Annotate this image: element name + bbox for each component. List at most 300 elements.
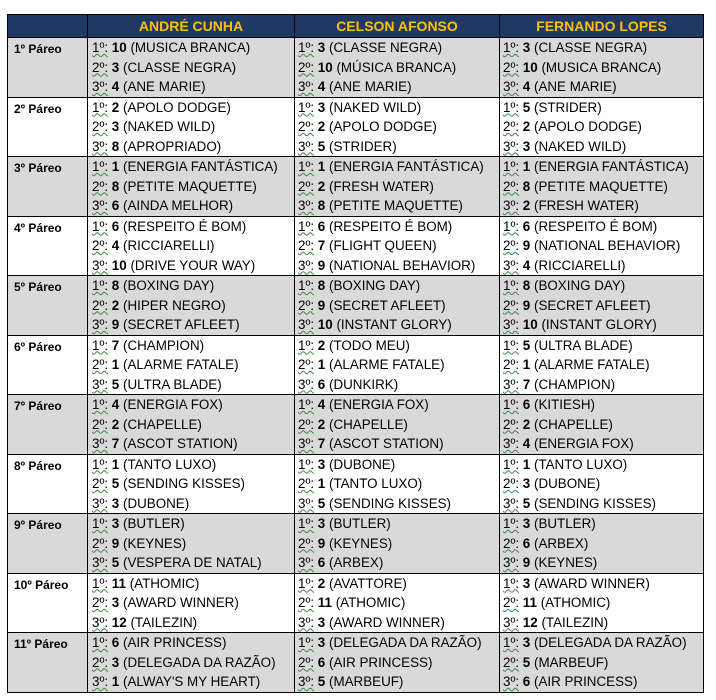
pick-position: 2º: — [92, 654, 109, 670]
horse-number: 9 — [111, 535, 120, 551]
horse-number: 8 — [317, 198, 326, 213]
horse-number: 9 — [317, 297, 326, 313]
pick-position: 1º: — [298, 635, 315, 650]
pick-line — [295, 514, 499, 534]
horse-name: (TANTO LUXO) — [122, 456, 217, 472]
pick-line — [88, 38, 294, 58]
horse-name: (STRIDER) — [533, 99, 602, 115]
horse-number: 3 — [111, 654, 120, 670]
horse-name: (CLASSE NEGRA) — [533, 40, 648, 55]
pick-line — [500, 256, 703, 276]
horse-name: (INSTANT GLORY) — [541, 317, 657, 332]
pick-position: 1º: — [503, 278, 520, 293]
pick-line — [88, 355, 294, 375]
pick-position: 2º: — [503, 238, 520, 253]
pick-line — [295, 455, 499, 475]
horse-number: 3 — [111, 119, 120, 134]
picks-cell-fernando-lopes — [500, 97, 704, 157]
pick-position: 1º: — [298, 456, 315, 472]
pick-position: 1º: — [92, 40, 109, 55]
pick-position: 3º: — [503, 674, 520, 689]
horse-number: 3 — [522, 138, 531, 154]
pick-line — [500, 58, 703, 78]
pick-line — [500, 494, 703, 514]
horse-number: 1 — [317, 159, 326, 174]
horse-name: (ULTRA BLADE) — [533, 337, 633, 353]
horse-number: 1 — [522, 357, 531, 372]
horse-number: 1 — [111, 357, 120, 372]
horse-number: 8 — [111, 138, 120, 154]
horse-number: 1 — [111, 674, 120, 689]
horse-number: 10 — [111, 40, 127, 55]
pick-line — [295, 672, 499, 692]
pick-position: 3º: — [92, 436, 109, 451]
pick-line — [295, 236, 499, 256]
horse-number: 4 — [522, 436, 531, 451]
pick-position: 3º: — [92, 495, 109, 511]
pick-position: 2º: — [92, 595, 109, 610]
horse-name: (BUTLER) — [328, 516, 391, 531]
horse-name: (ULTRA BLADE) — [122, 376, 222, 392]
pick-line — [500, 217, 703, 237]
pick-position: 2º: — [503, 654, 520, 670]
horse-number: 10 — [111, 257, 127, 273]
horse-name: (ASCOT STATION) — [122, 436, 238, 451]
horse-number: 1 — [111, 159, 120, 174]
table-row — [8, 276, 704, 336]
horse-number: 6 — [522, 674, 531, 689]
horse-name: (APOLO DODGE) — [533, 119, 642, 134]
pick-position: 3º: — [298, 614, 315, 630]
pick-position: 1º: — [92, 159, 109, 174]
pick-position: 2º: — [503, 595, 520, 610]
pick-position: 3º: — [92, 376, 109, 392]
table-row — [8, 216, 704, 276]
pick-line — [295, 415, 499, 435]
horse-number: 3 — [522, 516, 531, 531]
horse-name: (AWARD WINNER) — [122, 595, 239, 610]
pick-position: 2º: — [92, 297, 109, 313]
horse-name: (ALARME FATALE) — [122, 357, 239, 372]
horse-name: (BOXING DAY) — [328, 278, 421, 293]
race-label: 7º Páreo — [8, 395, 88, 455]
horse-number: 1 — [317, 476, 326, 491]
pick-line — [88, 395, 294, 415]
horse-number: 7 — [317, 238, 326, 253]
horse-number: 3 — [111, 59, 120, 75]
horse-name: (TANTO LUXO) — [533, 456, 628, 472]
pick-position: 3º: — [92, 674, 109, 689]
horse-name: (NAKED WILD) — [122, 119, 216, 134]
pick-line — [88, 236, 294, 256]
pick-line — [500, 38, 703, 58]
horse-name: (AWARD WINNER) — [328, 614, 445, 630]
header-celson-afonso: CELSON AFONSO — [295, 15, 500, 38]
pick-position: 1º: — [298, 278, 315, 293]
picks-cell-fernando-lopes — [500, 276, 704, 336]
horse-name: (ENERGIA FOX) — [533, 436, 634, 451]
horse-name: (PETITE MAQUETTE) — [122, 178, 257, 194]
pick-position: 1º: — [503, 397, 520, 412]
picks-cell-andre-cunha — [88, 454, 295, 514]
horse-number: 4 — [111, 79, 120, 94]
pick-line — [295, 375, 499, 395]
race-label: 3º Páreo — [8, 157, 88, 217]
horse-number: 5 — [111, 555, 120, 570]
pick-position: 1º: — [503, 516, 520, 531]
horse-number: 11 — [522, 595, 537, 610]
horse-name: (FRESH WATER) — [533, 198, 639, 213]
horse-name: (ANE MARIE) — [533, 79, 617, 94]
horse-name: (STRIDER) — [328, 138, 397, 154]
pick-position: 1º: — [298, 337, 315, 353]
table-row — [8, 633, 704, 693]
pick-line — [88, 633, 294, 653]
pick-position: 1º: — [298, 397, 315, 412]
horse-number: 2 — [317, 119, 326, 134]
pick-line — [88, 574, 294, 594]
pick-position: 2º: — [503, 59, 520, 75]
pick-line — [295, 395, 499, 415]
pick-position: 3º: — [298, 198, 315, 213]
pick-position: 1º: — [503, 40, 520, 55]
table-body — [8, 38, 704, 693]
horse-number: 3 — [317, 456, 326, 472]
header-row — [8, 15, 704, 38]
pick-line — [295, 336, 499, 356]
pick-line — [88, 217, 294, 237]
pick-line — [295, 633, 499, 653]
pick-position: 2º: — [298, 416, 315, 432]
horse-name: (TAILEZIN) — [130, 614, 198, 630]
pick-position: 3º: — [298, 555, 315, 570]
pick-line — [88, 593, 294, 613]
pick-line — [295, 256, 499, 276]
picks-cell-andre-cunha — [88, 276, 295, 336]
horse-name: (ALARME FATALE) — [533, 357, 650, 372]
pick-position: 3º: — [503, 138, 520, 154]
pick-line — [295, 613, 499, 633]
horse-number: 3 — [111, 516, 120, 531]
header-corner-cell — [8, 15, 88, 38]
horse-name: (CLASSE NEGRA) — [328, 40, 443, 55]
pick-line — [295, 534, 499, 554]
pick-line — [88, 196, 294, 216]
horse-name: (ASCOT STATION) — [328, 436, 444, 451]
horse-number: 3 — [522, 575, 531, 591]
pick-line — [88, 336, 294, 356]
horse-name: (FRESH WATER) — [328, 178, 434, 194]
pick-line — [500, 653, 703, 673]
horse-name: (DRIVE YOUR WAY) — [130, 257, 256, 273]
horse-number: 12 — [111, 614, 127, 630]
pick-line — [295, 276, 499, 296]
pick-position: 3º: — [503, 198, 520, 213]
pick-position: 3º: — [298, 257, 315, 273]
horse-name: (AIR PRINCESS) — [533, 674, 638, 689]
pick-position: 1º: — [92, 456, 109, 472]
horse-name: (RESPEITO É BOM) — [328, 218, 453, 234]
horse-number: 3 — [317, 516, 326, 531]
pick-line — [295, 117, 499, 137]
pick-position: 2º: — [92, 59, 109, 75]
horse-number: 11 — [111, 575, 126, 591]
pick-position: 3º: — [92, 79, 109, 94]
horse-name: (DELEGADA DA RAZÃO) — [328, 635, 482, 650]
pick-position: 1º: — [92, 99, 109, 115]
pick-position: 1º: — [298, 218, 315, 234]
pick-line — [295, 196, 499, 216]
pick-line — [500, 514, 703, 534]
horse-number: 2 — [111, 297, 120, 313]
pick-position: 3º: — [92, 138, 109, 154]
table-row — [8, 514, 704, 574]
horse-number: 6 — [522, 535, 531, 551]
horse-name: (ENERGIA FANTÁSTICA) — [328, 159, 484, 174]
pick-position: 3º: — [503, 79, 520, 94]
picks-cell-celson-afonso — [295, 633, 500, 693]
race-label: 5º Páreo — [8, 276, 88, 336]
horse-number: 6 — [111, 198, 120, 213]
horse-number: 6 — [522, 397, 531, 412]
horse-name: (AIR PRINCESS) — [122, 635, 227, 650]
pick-line — [500, 375, 703, 395]
pick-position: 2º: — [503, 416, 520, 432]
pick-position: 2º: — [92, 178, 109, 194]
pick-line — [295, 553, 499, 573]
horse-name: (CHAPELLE) — [533, 416, 613, 432]
pick-line — [88, 117, 294, 137]
horse-name: (NAKED WILD) — [533, 138, 627, 154]
pick-line — [88, 672, 294, 692]
horse-number: 7 — [111, 436, 120, 451]
horse-name: (AVATTORE) — [328, 575, 407, 591]
race-label: 1º Páreo — [8, 38, 88, 98]
horse-name: (ENERGIA FANTÁSTICA) — [533, 159, 689, 174]
horse-name: (AINDA MELHOR) — [122, 198, 234, 213]
horse-name: (KEYNES) — [533, 555, 598, 570]
pick-line — [500, 355, 703, 375]
pick-position: 1º: — [92, 337, 109, 353]
pick-position: 1º: — [503, 99, 520, 115]
picks-cell-celson-afonso — [295, 38, 500, 98]
horse-name: (ARBEX) — [328, 555, 384, 570]
pick-position: 1º: — [298, 575, 315, 591]
horse-number: 3 — [317, 635, 326, 650]
pick-line — [295, 98, 499, 118]
pick-line — [88, 276, 294, 296]
horse-name: (NATIONAL BEHAVIOR) — [533, 238, 681, 253]
horse-name: (ATHOMIC) — [129, 575, 200, 591]
pick-line — [500, 276, 703, 296]
horse-number: 4 — [317, 397, 326, 412]
race-label: 8º Páreo — [8, 454, 88, 514]
pick-position: 1º: — [92, 635, 109, 650]
picks-cell-andre-cunha — [88, 514, 295, 574]
horse-number: 2 — [522, 119, 531, 134]
horse-name: (MUSICA BRANCA) — [130, 40, 251, 55]
pick-position: 3º: — [298, 436, 315, 451]
picks-cell-celson-afonso — [295, 97, 500, 157]
horse-name: (MUSICA BRANCA) — [541, 59, 662, 75]
pick-position: 3º: — [503, 257, 520, 273]
pick-position: 2º: — [92, 357, 109, 372]
picks-cell-andre-cunha — [88, 573, 295, 633]
horse-number: 5 — [522, 495, 531, 511]
horse-name: (DELEGADA DA RAZÃO) — [533, 635, 687, 650]
race-label: 10º Páreo — [8, 573, 88, 633]
horse-name: (PETITE MAQUETTE) — [533, 178, 668, 194]
pick-line — [88, 653, 294, 673]
race-label: 11º Páreo — [8, 633, 88, 693]
picks-cell-fernando-lopes — [500, 157, 704, 217]
pick-line — [295, 434, 499, 454]
pick-position: 3º: — [503, 376, 520, 392]
pick-line — [295, 58, 499, 78]
horse-name: (VESPERA DE NATAL) — [122, 555, 262, 570]
pick-line — [500, 236, 703, 256]
picks-cell-andre-cunha — [88, 395, 295, 455]
pick-position: 1º: — [503, 218, 520, 234]
pick-line — [88, 514, 294, 534]
horse-number: 4 — [522, 79, 531, 94]
horse-number: 3 — [522, 635, 531, 650]
horse-number: 6 — [111, 635, 120, 650]
pick-line — [88, 613, 294, 633]
pick-position: 2º: — [298, 238, 315, 253]
pick-position: 2º: — [503, 178, 520, 194]
picks-cell-celson-afonso — [295, 335, 500, 395]
horse-number: 5 — [111, 376, 120, 392]
pick-position: 1º: — [92, 575, 109, 591]
horse-number: 6 — [111, 218, 120, 234]
horse-number: 2 — [111, 416, 120, 432]
horse-name: (ATHOMIC) — [335, 595, 406, 610]
pick-line — [295, 653, 499, 673]
horse-number: 2 — [522, 198, 531, 213]
pick-position: 1º: — [92, 218, 109, 234]
pick-line — [88, 58, 294, 78]
horse-name: (BOXING DAY) — [122, 278, 215, 293]
header-andre-cunha: ANDRÉ CUNHA — [88, 15, 295, 38]
pick-position: 1º: — [503, 159, 520, 174]
pick-line — [88, 534, 294, 554]
horse-name: (CHAMPION) — [122, 337, 205, 353]
horse-number: 8 — [111, 278, 120, 293]
table-row — [8, 395, 704, 455]
picks-cell-fernando-lopes — [500, 633, 704, 693]
pick-position: 1º: — [92, 397, 109, 412]
horse-number: 7 — [317, 436, 326, 451]
horse-number: 10 — [317, 317, 333, 332]
horse-number: 4 — [111, 238, 120, 253]
horse-name: (TAILEZIN) — [541, 614, 609, 630]
horse-number: 4 — [522, 257, 531, 273]
pick-position: 3º: — [298, 138, 315, 154]
horse-number: 5 — [522, 99, 531, 115]
table-row — [8, 573, 704, 633]
pick-position: 1º: — [298, 159, 315, 174]
picks-cell-fernando-lopes — [500, 216, 704, 276]
pick-line — [500, 593, 703, 613]
pick-line — [88, 315, 294, 335]
horse-name: (BOXING DAY) — [533, 278, 626, 293]
horse-name: (DUNKIRK) — [328, 376, 399, 392]
pick-position: 2º: — [298, 178, 315, 194]
horse-name: (HIPER NEGRO) — [122, 297, 226, 313]
horse-name: (AIR PRINCESS) — [328, 654, 433, 670]
horse-name: (CLASSE NEGRA) — [122, 59, 237, 75]
horse-number: 8 — [111, 178, 120, 194]
horse-number: 8 — [522, 278, 531, 293]
horse-number: 6 — [317, 218, 326, 234]
horse-name: (MÚSICA BRANCA) — [336, 59, 457, 75]
horse-number: 3 — [317, 614, 326, 630]
pick-line — [88, 553, 294, 573]
horse-name: (PETITE MAQUETTE) — [328, 198, 463, 213]
picks-cell-andre-cunha — [88, 335, 295, 395]
picks-cell-fernando-lopes — [500, 454, 704, 514]
table-row — [8, 38, 704, 98]
pick-position: 1º: — [503, 635, 520, 650]
horse-name: (CHAPELLE) — [328, 416, 408, 432]
horse-name: (ANE MARIE) — [328, 79, 412, 94]
pick-position: 1º: — [503, 456, 520, 472]
pick-position: 2º: — [503, 119, 520, 134]
pick-position: 2º: — [92, 476, 109, 491]
horse-number: 5 — [317, 674, 326, 689]
horse-name: (SECRET AFLEET) — [328, 297, 446, 313]
picks-cell-celson-afonso — [295, 514, 500, 574]
pick-line — [295, 494, 499, 514]
pick-line — [88, 157, 294, 177]
race-label: 2º Páreo — [8, 97, 88, 157]
pick-position: 1º: — [503, 337, 520, 353]
pick-position: 3º: — [503, 436, 520, 451]
pick-position: 2º: — [92, 238, 109, 253]
pick-line — [88, 455, 294, 475]
picks-cell-andre-cunha — [88, 97, 295, 157]
pick-position: 2º: — [503, 535, 520, 551]
pick-line — [500, 474, 703, 494]
horse-name: (NATIONAL BEHAVIOR) — [328, 257, 476, 273]
horse-name: (ENERGIA FOX) — [122, 397, 223, 412]
pick-line — [88, 474, 294, 494]
pick-line — [500, 613, 703, 633]
pick-line — [295, 474, 499, 494]
picks-cell-celson-afonso — [295, 157, 500, 217]
horse-number: 9 — [317, 257, 326, 273]
horse-number: 5 — [522, 337, 531, 353]
pick-position: 1º: — [92, 516, 109, 531]
pick-line — [500, 455, 703, 475]
pick-position: 1º: — [298, 516, 315, 531]
horse-number: 1 — [111, 456, 120, 472]
pick-position: 2º: — [503, 297, 520, 313]
pick-line — [500, 137, 703, 157]
horse-name: (RICCIARELLI) — [122, 238, 215, 253]
horse-number: 10 — [317, 59, 333, 75]
horse-number: 2 — [111, 99, 120, 115]
horse-name: (KEYNES) — [122, 535, 187, 551]
horse-number: 3 — [111, 495, 120, 511]
pick-line — [88, 434, 294, 454]
pick-line — [500, 633, 703, 653]
horse-name: (MARBEUF) — [328, 674, 404, 689]
pick-line — [500, 395, 703, 415]
picks-cell-andre-cunha — [88, 216, 295, 276]
horse-number: 1 — [522, 456, 531, 472]
